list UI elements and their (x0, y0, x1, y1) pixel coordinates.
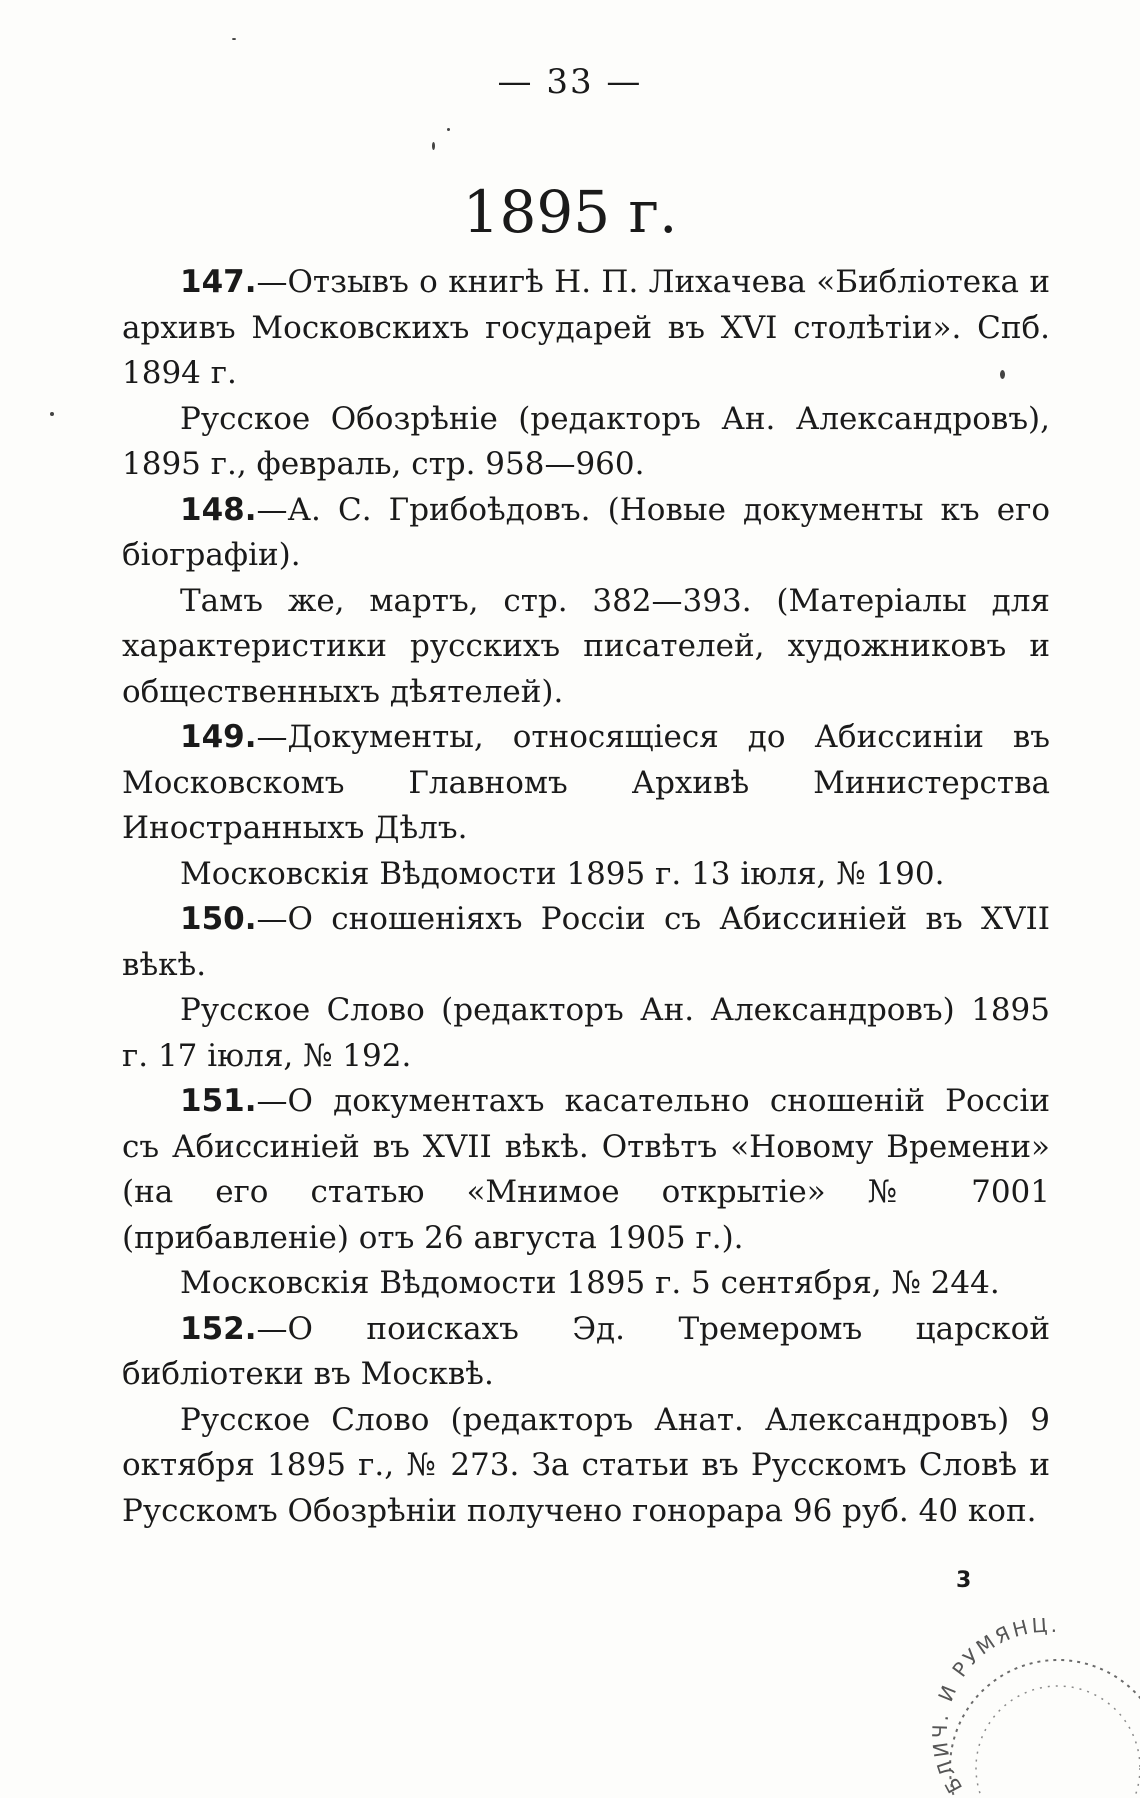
entry-number: 150. (180, 901, 257, 937)
entry-title (122, 897, 1050, 988)
entry-source: Русское Слово (редакторъ Анат. Александровъ) 9 октября 1895 г., № 273. За статьи въ Русскомъ Словѣ и Русскомъ Обозрѣніи получено гонорара 96 руб. 40 коп. (122, 1401, 1050, 1529)
stamp-inner-ring (976, 1686, 1140, 1798)
specks (432, 142, 435, 150)
entry-title (122, 488, 1050, 579)
entry-148 (122, 488, 1050, 716)
entry-title-text: —Документы, относящіеся до Абиссиніи въ Московскомъ Главномъ Архивѣ Министерства Иностранныхъ Дѣлъ. (122, 719, 1050, 846)
bibliography-list (122, 260, 1050, 1534)
specks (232, 38, 236, 40)
specks (1000, 370, 1005, 379)
entry-147 (122, 260, 1050, 488)
entry-title-text: —Отзывъ о книгѣ Н. П. Лихачева «Библіотека и архивъ Московскихъ государей въ XVI столѣтіи». Спб. 1894 г. (122, 264, 1050, 391)
entry-title-text: —А. С. Грибоѣдовъ. (Новые документы къ его біографіи). (122, 491, 1050, 573)
entry-title-text: —О сношеніяхъ Россіи съ Абиссиніей въ XVII вѣкѣ. (122, 901, 1050, 983)
entry-source: Тамъ же, мартъ, стр. 382—393. (Матеріалы для характеристики русскихъ писателей, художниковъ и общественныхъ дѣятелей). (122, 582, 1050, 710)
entry-source: Русское Слово (редакторъ Ан. Александровъ) 1895 г. 17 іюля, № 192. (122, 992, 1050, 1074)
entry-source: Московскія Вѣдомости 1895 г. 5 сентября, № 244. (180, 1265, 1000, 1301)
signature-mark: 3 (956, 1568, 972, 1593)
specks (447, 128, 450, 131)
entry-title (122, 1079, 1050, 1261)
entry-150 (122, 897, 1050, 1079)
entry-number: 148. (180, 491, 257, 528)
entry-number: 151. (180, 1083, 257, 1119)
year-heading: 1895 г. (462, 178, 678, 246)
entry-title-text: —О поискахъ Эд. Тремеромъ царской библіотеки въ Москвѣ. (122, 1310, 1050, 1392)
entry-title (122, 1307, 1050, 1398)
entry-title (122, 715, 1050, 852)
entry-number: 147. (180, 264, 257, 300)
entry-source: Русское Обозрѣніе (редакторъ Ан. Александровъ), 1895 г., февраль, стр. 958—960. (122, 400, 1050, 482)
entry-number: 152. (180, 1310, 257, 1347)
entry-149 (122, 715, 1050, 897)
entry-title (122, 260, 1050, 397)
library-stamp (918, 1618, 1140, 1798)
stamp-outer-ring (950, 1660, 1140, 1798)
entry-source: Московскія Вѣдомости 1895 г. 13 іюля, № 190. (180, 855, 945, 892)
entry-number: 149. (180, 719, 257, 755)
stamp-text: БЛИЧ. И РУМЯНЦ. (927, 1618, 1062, 1798)
specks (50, 412, 54, 416)
entry-title-text: —О документахъ касательно сношеній Россіи съ Абиссиніей въ XVII вѣкѣ. Отвѣтъ «Новому Времени» (на его статью «Мнимое открытіе» № 7001 (прибавленіе) отъ 26 августа 1905 г.). (122, 1083, 1050, 1256)
entry-151 (122, 1079, 1050, 1307)
page-number: — 33 — (497, 62, 643, 102)
entry-152 (122, 1307, 1050, 1535)
